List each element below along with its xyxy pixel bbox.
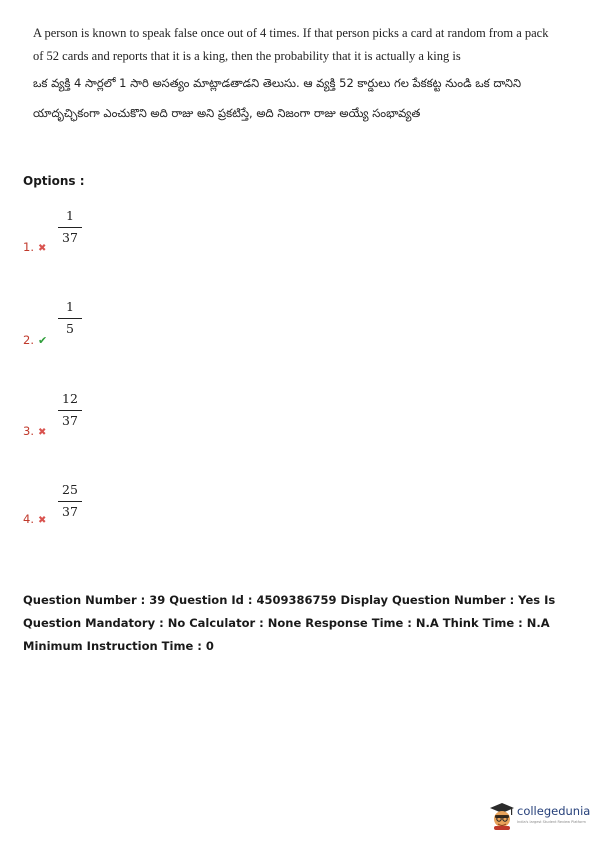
fraction-bar [58,501,82,502]
question-text-telugu: ఒక వ్యక్తి 4 సార్లలో 1 సారి అసత్యం మాట్లాడతాడని తెలుసు. ఆ వ్యక్తి 52 కార్డులు గల పేకకట్ట నుండి ఒక దానిని యాదృచ్ఛికంగా ఎంచుకొని అది రాజు అని ప్రకటిస్తే, అది నిజంగా రాజు అయ్యే సంభావ్యత [33,76,522,120]
option-3-number: 3. [23,424,34,438]
question-text-english: A person is known to speak false once out of 4 times. If that person picks a card at random from a pack of 52 cards and reports that it is a king, then the probability that it is actually a king is [33,26,549,63]
option-4-number: 4. [23,512,34,526]
option-4-label [23,512,46,526]
options-heading: Options : [23,174,85,188]
option-1-fraction [58,208,82,246]
option-2-number: 2. [23,333,34,347]
brand-name: collegedunia [517,804,591,818]
cross-icon: ✖ [37,515,47,526]
option-2-numerator: 1 [66,299,74,314]
option-1-denominator: 37 [62,230,78,245]
fraction-bar [58,410,82,411]
option-3-label [23,424,46,438]
checkmark-icon: ✔ [37,334,48,347]
option-1-numerator: 1 [66,208,74,223]
option-4-fraction [58,482,82,520]
graduate-mascot-icon [489,802,515,830]
brand-tagline: India's largest Student Review Platform [517,820,586,824]
option-3-denominator: 37 [62,413,78,428]
option-2-denominator: 5 [66,321,74,336]
cross-icon: ✖ [37,243,47,254]
option-1-label [23,240,46,254]
fraction-bar [58,227,82,228]
option-4-numerator: 25 [62,482,78,497]
option-1-number: 1. [23,240,34,254]
option-2-fraction [58,299,82,337]
fraction-bar [58,318,82,319]
question-metadata: Question Number : 39 Question Id : 4509386759 Display Question Number : Yes Is Question Mandatory : No Calculator : None Response Time : N.A Think Time : N.A Minimum Instruction Time : 0 [23,593,556,653]
cross-icon: ✖ [37,427,47,438]
option-3-fraction [58,391,82,429]
collegedunia-logo [489,800,589,834]
option-3-numerator: 12 [62,391,78,406]
option-4-denominator: 37 [62,504,78,519]
option-2-label [23,333,47,347]
